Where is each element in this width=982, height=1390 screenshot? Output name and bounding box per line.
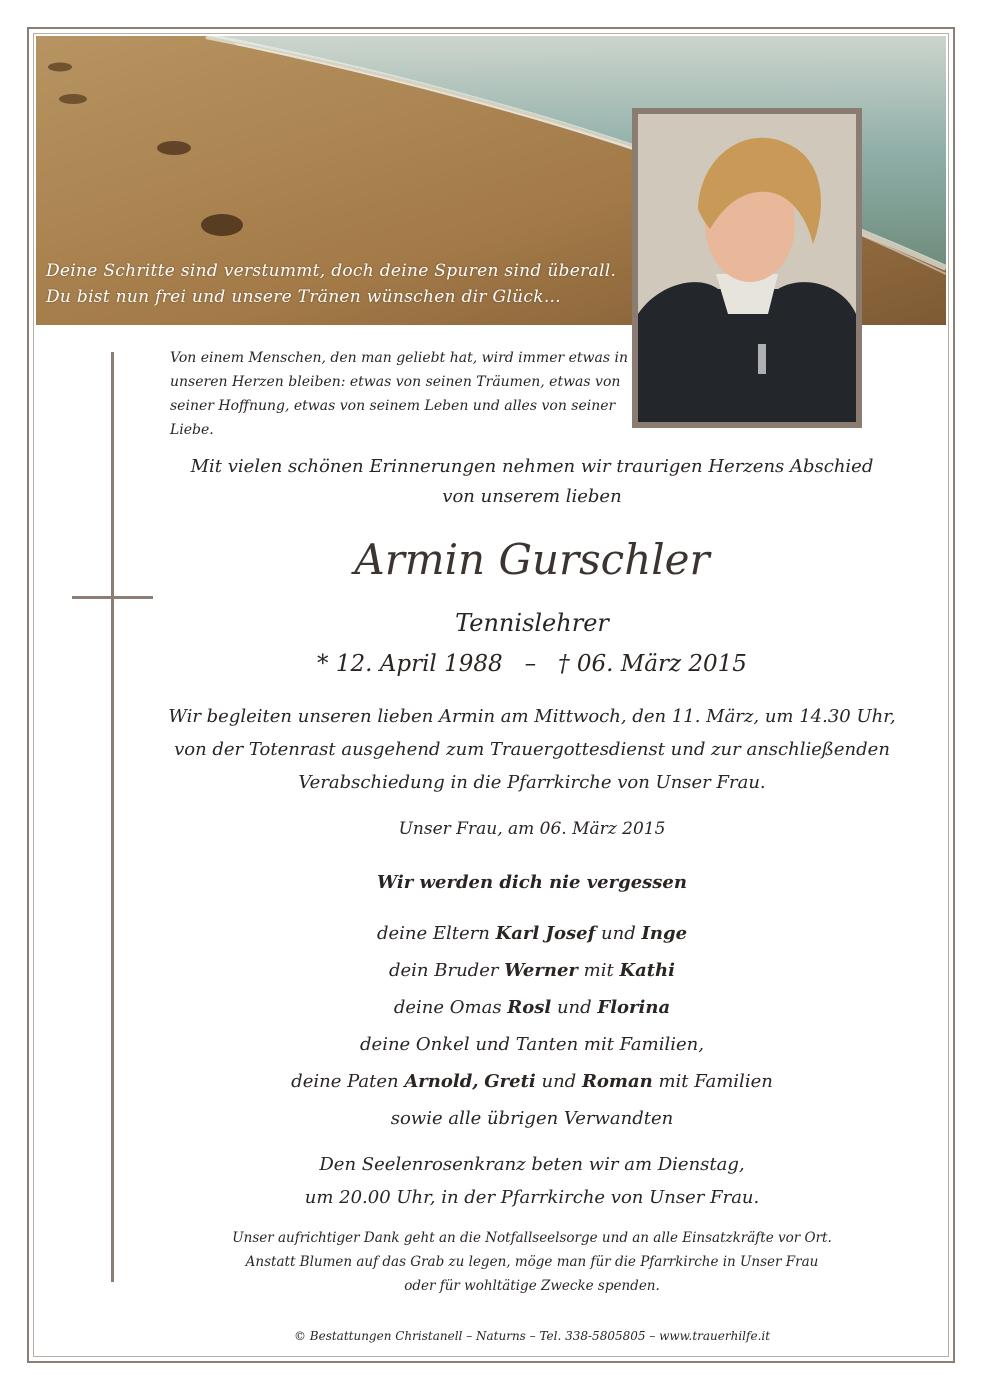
- funeral-home-footer: © Bestattungen Christanell – Naturns – Tel. 338-5805805 – www.trauerhilfe.it: [293, 1329, 771, 1343]
- never-forget-heading: Wir werden dich nie vergessen: [377, 872, 687, 893]
- portrait-photo: [638, 114, 856, 422]
- mourner-line-uncles: deine Onkel und Tanten mit Familien,: [360, 1034, 704, 1055]
- mourner-name: Inge: [641, 923, 688, 944]
- mourner-name: Greti: [484, 1071, 536, 1092]
- mourner-name: Karl Josef: [495, 923, 596, 944]
- footprint-icon: [46, 60, 76, 74]
- date-dash: –: [524, 651, 537, 677]
- mourner-line-relatives: sowie alle übrigen Verwandten: [390, 1108, 674, 1129]
- verse-line: seiner Hoffnung, etwas von seinem Leben und alles von seiner Liebe.: [170, 398, 616, 438]
- deceased-profession: Tennislehrer: [455, 609, 609, 637]
- place-date: Unser Frau, am 06. März 2015: [398, 819, 666, 839]
- mourner-name: Rosl: [507, 997, 552, 1018]
- footprint-icon: [56, 91, 90, 107]
- intro-line: von unserem lieben: [442, 486, 622, 507]
- mourner-line-brother: dein Bruder Werner mit Kathi: [389, 960, 675, 981]
- life-dates: [150, 647, 914, 681]
- birth-date: * 12. April 1988: [317, 651, 503, 677]
- funeral-line: Wir begleiten unseren lieben Armin am Mittwoch, den 11. März, um 14.30 Uhr,: [168, 706, 896, 727]
- farewell-intro: [150, 452, 914, 512]
- thanks-line: Anstatt Blumen auf das Grab zu legen, möge man für die Pfarrkirche in Unser Frau: [245, 1254, 819, 1270]
- mourner-line-parents: deine Eltern Karl Josef und Inge: [376, 923, 688, 944]
- footprint-icon: [196, 208, 246, 242]
- death-date: † 06. März 2015: [558, 651, 747, 677]
- funeral-details: [150, 700, 914, 799]
- thanks-notice: [150, 1226, 914, 1298]
- funeral-line: von der Totenrast ausgehend zum Trauergottesdienst und zur anschließenden: [174, 739, 890, 760]
- banner-quote: [46, 258, 646, 310]
- mourners-list: [150, 915, 914, 1137]
- portrait-image: [638, 114, 856, 422]
- thanks-line: oder für wohltätige Zwecke spenden.: [404, 1278, 660, 1294]
- intro-line: Mit vielen schönen Erinnerungen nehmen wir traurigen Herzens Abschied: [190, 456, 874, 477]
- deceased-name: Armin Gurschler: [354, 535, 710, 584]
- mourner-line-grandmas: deine Omas Rosl und Florina: [393, 997, 671, 1018]
- mourner-name: Roman: [581, 1071, 653, 1092]
- rosary-notice: [150, 1148, 914, 1214]
- banner-quote-line: Du bist nun frei und unsere Tränen wünschen dir Glück...: [46, 287, 561, 307]
- mourner-name: Arnold,: [404, 1071, 479, 1092]
- footprint-icon: [154, 137, 194, 159]
- rosary-line: um 20.00 Uhr, in der Pfarrkirche von Unser Frau.: [304, 1187, 760, 1208]
- cross-horizontal-bar: [72, 596, 153, 599]
- rosary-line: Den Seelenrosenkranz beten wir am Dienstag,: [319, 1154, 745, 1175]
- mourner-line-godparents: deine Paten Arnold, Greti und Roman mit Familien: [291, 1071, 773, 1092]
- verse-line: Von einem Menschen, den man geliebt hat, wird immer etwas in: [170, 350, 629, 366]
- mourner-name: Kathi: [619, 960, 675, 981]
- banner-quote-line: Deine Schritte sind verstummt, doch deine Spuren sind überall.: [46, 261, 617, 281]
- mourner-name: Florina: [597, 997, 671, 1018]
- memorial-verse: [170, 346, 630, 442]
- thanks-line: Unser aufrichtiger Dank geht an die Notfallseelsorge und an alle Einsatzkräfte vor Ort.: [232, 1230, 832, 1246]
- verse-line: unseren Herzen bleiben: etwas von seinen Träumen, etwas von: [170, 374, 621, 390]
- portrait-frame: [632, 108, 862, 428]
- cross-vertical-bar: [111, 352, 114, 1282]
- funeral-line: Verabschiedung in die Pfarrkirche von Unser Frau.: [298, 772, 766, 793]
- mourner-name: Werner: [504, 960, 578, 981]
